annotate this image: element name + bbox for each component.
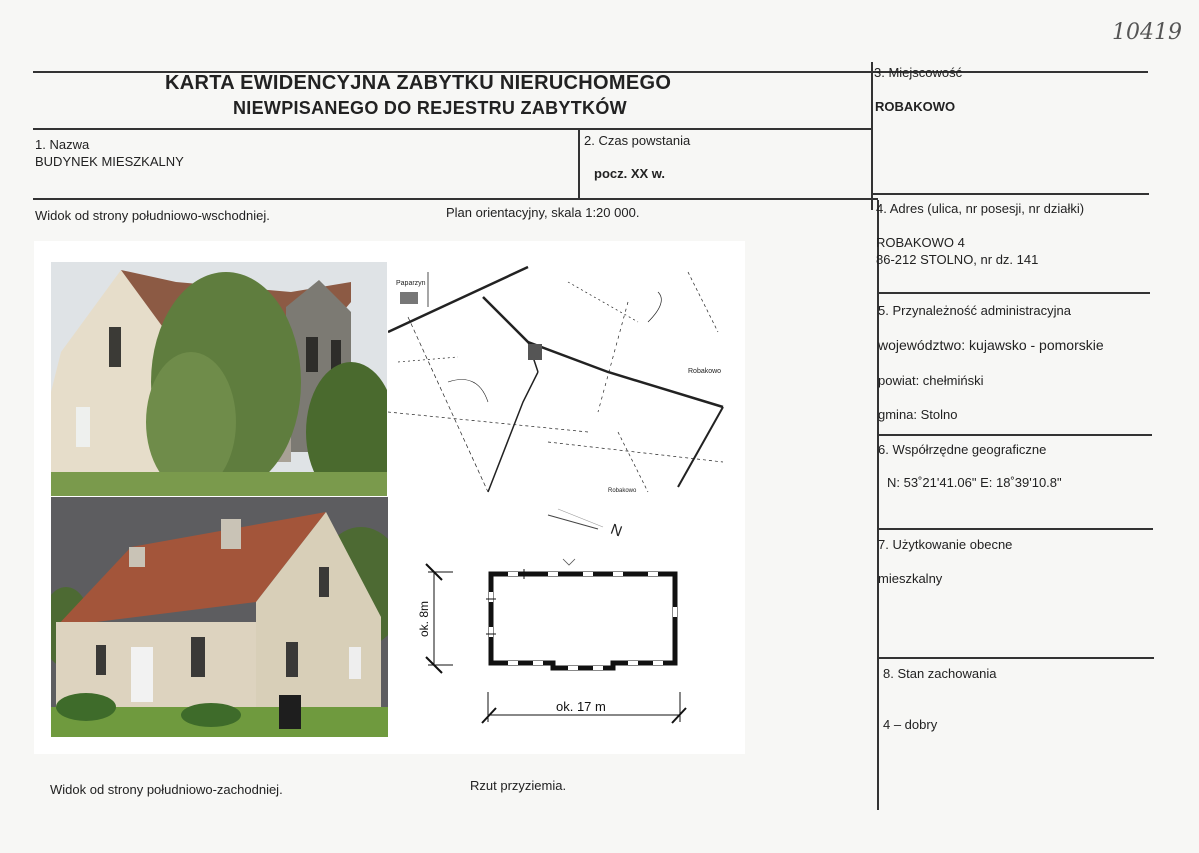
creation-time-label: 2. Czas powstania xyxy=(584,133,691,148)
address-bottom-border xyxy=(877,292,1150,294)
name-value: BUDYNEK MIESZKALNY xyxy=(35,154,184,169)
orientation-map xyxy=(388,262,728,495)
admin-bottom-border xyxy=(877,434,1152,436)
caption-view-southwest: Widok od strony południowo-zachodniej. xyxy=(50,782,283,797)
address-line2: 86-212 STOLNO, nr dz. 141 xyxy=(876,252,1039,267)
map-label-paparzyn: Paparzyn xyxy=(396,280,426,287)
locality-bottom-border xyxy=(872,193,1149,195)
creation-time-value: pocz. XX w. xyxy=(594,166,666,181)
address-label: 4. Adres (ulica, nr posesji, nr działki) xyxy=(876,201,1085,216)
usage-bottom-border xyxy=(877,657,1154,659)
admin-voivodeship: województwo: kujawsko - pomorskie xyxy=(878,337,1104,353)
admin-county: powiat: chełmiński xyxy=(878,373,984,388)
map-label-robakowo-bottom: Robakowo xyxy=(608,488,637,494)
north-arrow-label: N xyxy=(608,520,625,541)
caption-view-southeast: Widok od strony południowo-wschodniej. xyxy=(35,208,270,223)
width-dimension-label: ok. 17 m xyxy=(556,699,606,714)
condition-value: 4 – dobry xyxy=(883,717,938,732)
photo-southwest-view xyxy=(51,497,388,737)
usage-value: mieszkalny xyxy=(878,571,943,586)
coords-value: N: 53˚21'41.06" E: 18˚39'10.8" xyxy=(887,475,1062,490)
caption-orientation-plan: Plan orientacyjny, skala 1:20 000. xyxy=(446,205,640,220)
locality-value: ROBAKOWO xyxy=(875,99,956,114)
card-subtitle: NIEWPISANEGO DO REJESTRU ZABYTKÓW xyxy=(233,98,627,118)
name-row-bottom-border xyxy=(33,198,878,200)
depth-dimension-label: ok. 8m xyxy=(417,600,431,637)
card-title: KARTA EWIDENCYJNA ZABYTKU NIERUCHOMEGO xyxy=(165,72,672,94)
floor-plan-drawing xyxy=(408,497,728,737)
handwritten-document-number: 10419 xyxy=(1112,20,1182,45)
admin-commune: gmina: Stolno xyxy=(878,407,958,422)
admin-label: 5. Przynależność administracyjna xyxy=(878,303,1071,318)
condition-label: 8. Stan zachowania xyxy=(883,666,997,681)
address-line1: ROBAKOWO 4 xyxy=(876,235,965,250)
coords-label: 6. Współrzędne geograficzne xyxy=(878,442,1047,457)
usage-label: 7. Użytkowanie obecne xyxy=(878,537,1013,552)
map-label-robakowo: Robakowo xyxy=(688,368,722,375)
name-time-divider xyxy=(578,128,580,200)
right-column-divider-upper xyxy=(871,62,873,210)
title-bottom-border xyxy=(33,128,871,130)
caption-floor-plan: Rzut przyziemia. xyxy=(470,778,567,793)
name-label: 1. Nazwa xyxy=(35,137,90,152)
locality-label: 3. Miejscowość xyxy=(874,65,963,80)
coords-bottom-border xyxy=(877,528,1153,530)
photo-southeast-view xyxy=(51,262,387,496)
